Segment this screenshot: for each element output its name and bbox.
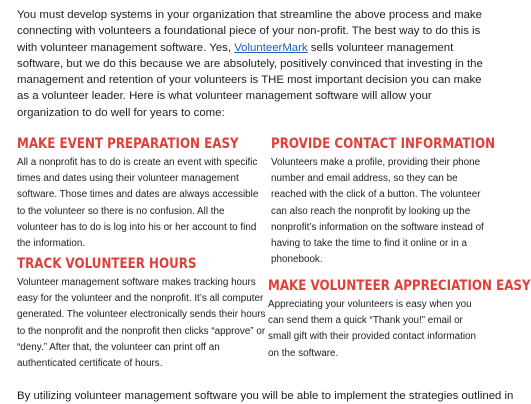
feature-event-preparation: [17, 134, 265, 252]
feature-appreciation-heading: MAKE VOLUNTEER APPRECIATION EASY: [268, 278, 531, 294]
intro-text-end: sells volunteer management software, but we do this because we are absolutely, positively convinced that investing in the management and retention of your volunteers is THE most important decision you can make as a volunteer leader. Here is what volunteer management software will allow your organization to do well for years to come:: [17, 41, 483, 119]
volunteermark-link[interactable]: VolunteerMark: [234, 41, 308, 54]
feature-contact-heading: PROVIDE CONTACT INFORMATION: [271, 136, 496, 152]
feature-hours-body: Volunteer management software makes tracking hours easy for the volunteer and the nonprofit. It’s all computer generated. The volunteer electronically sends their hours to the nonprofit and the nonprofit then clicks “approve” or “deny.” After that, the volunteer can print off an authenticated certificate of hours.: [17, 277, 266, 370]
feature-track-hours: [17, 254, 267, 372]
feature-event-body: All a nonprofit has to do is create an event with specific times and dates using their volunteer management software. Those times and dates are always accessible to the volunteer so there is no confusion. All the volunteer has to do is log into his or her account to find the information.: [17, 157, 259, 250]
feature-contact-body: Volunteers make a profile, providing their phone number and email address, so they can be reached with the click of a button. The volunteer can also reach the nonprofit by looking up the nonprofit’s information on the software instead of having to take the time to find it online or in a phonebook.: [271, 157, 484, 266]
intro-text-start: You must develop systems in your organization that streamline the above process and make connecting with volunteers a foundational piece of your non-profit. The best way to do this is with volunteer management software. Yes,: [17, 9, 482, 54]
intro-paragraph: [17, 7, 493, 121]
feature-contact-information: [271, 134, 496, 268]
feature-event-heading: MAKE EVENT PREPARATION EASY: [17, 136, 239, 152]
footer-paragraph: By utilizing volunteer management software you will be able to implement the strategies outlined in: [17, 390, 514, 402]
feature-volunteer-appreciation: [268, 276, 531, 362]
feature-appreciation-body: Appreciating your volunteers is easy when you can send them a quick “Thank you!” email or small gift with their provided contact information on the software.: [268, 299, 477, 359]
feature-hours-heading: TRACK VOLUNTEER HOURS: [17, 256, 197, 272]
